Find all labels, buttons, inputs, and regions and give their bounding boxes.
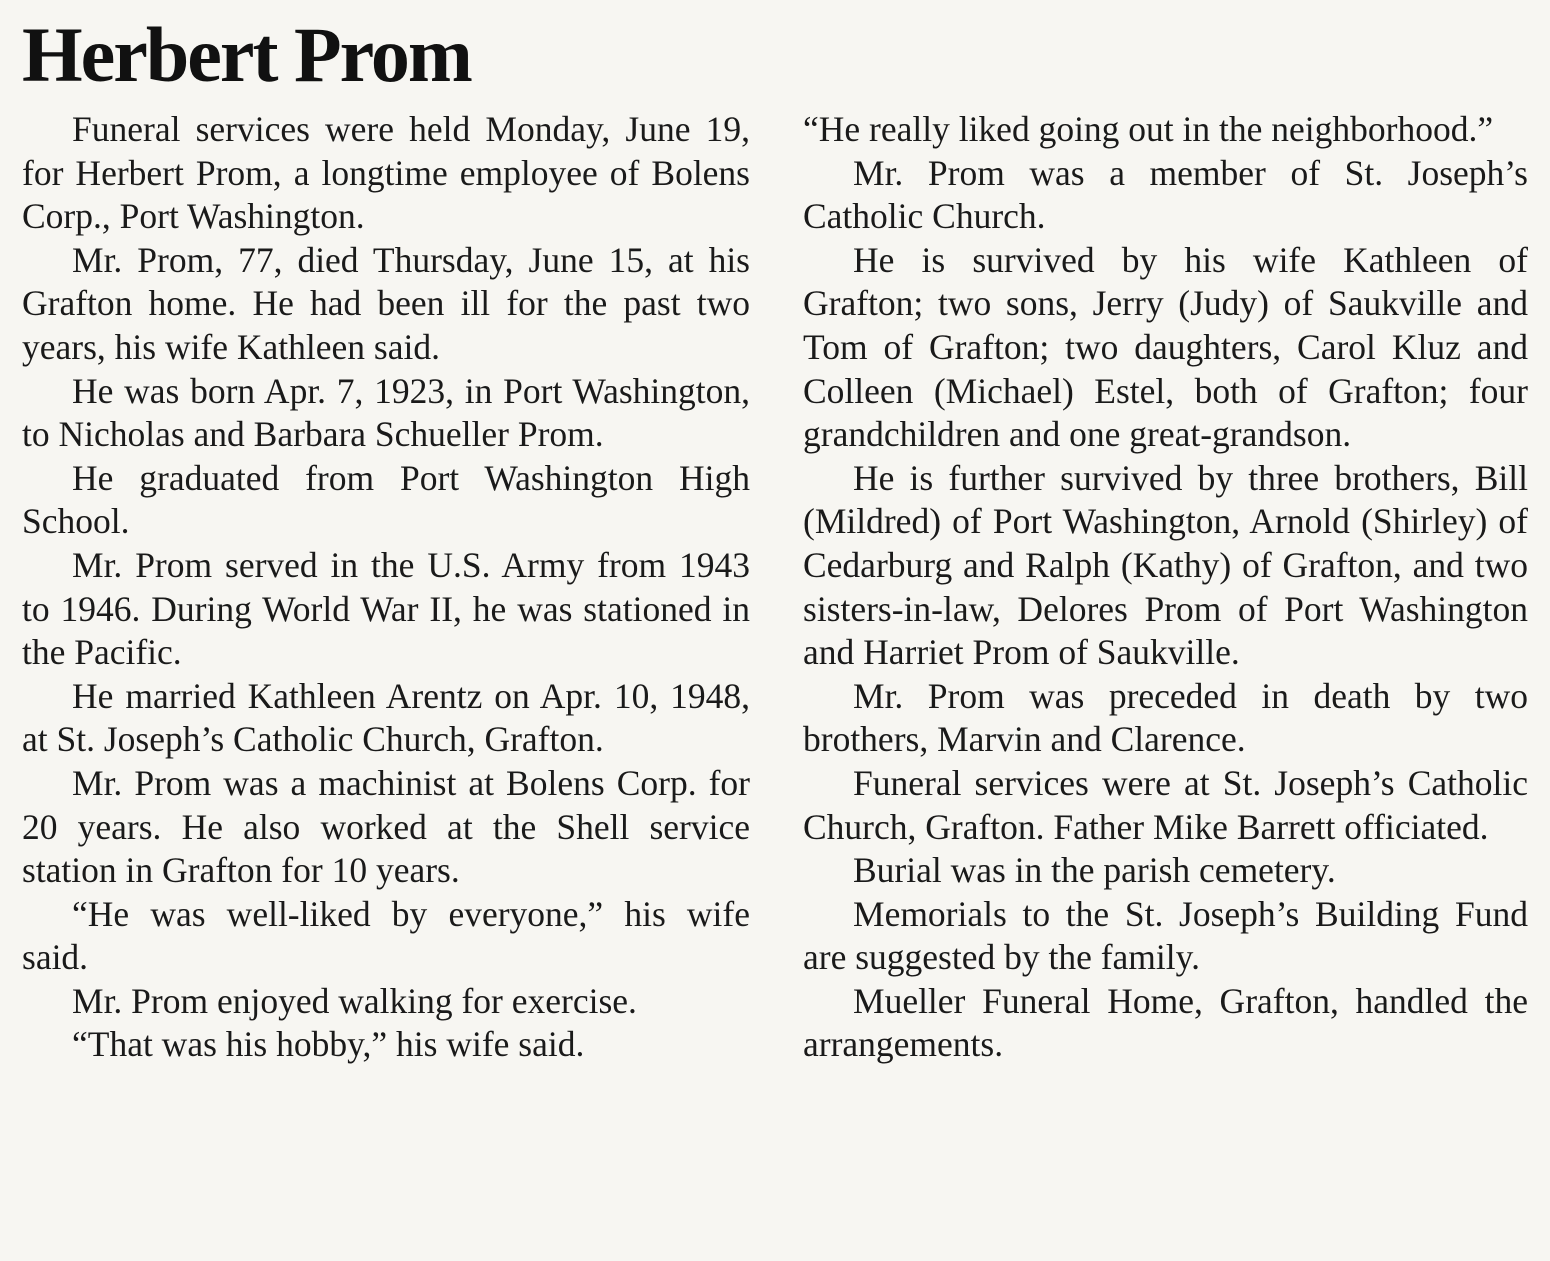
paragraph-hobby: Mr. Prom enjoyed walking for exercise. [72, 980, 637, 1021]
paragraph-memorials: Memorials to the St. Joseph’s Building Fund are suggested by the family. [803, 893, 1528, 978]
paragraph-quote-well-liked: “He was well-liked by everyone,” his wife said. [22, 893, 750, 978]
paragraph-career: Mr. Prom was a machinist at Bolens Corp. for 20 years. He also worked at the Shell service station in Grafton for 10 years. [22, 762, 750, 891]
paragraph-quote-hobby: “That was his hobby,” his wife said. [72, 1024, 585, 1065]
paragraph-quote-neighborhood: “He really liked going out in the neighborhood.” [803, 109, 1494, 149]
paragraph-survivors-extended: He is further survived by three brothers, Bill (Mildred) of Port Washington, Arnold (Shirley) of Cedarburg and Ralph (Kathy) of Grafton, and two sisters-in-law, Delores Prom of Port Washington and Harriet Prom of Saukville. [803, 457, 1528, 673]
paragraph-burial: Burial was in the parish cemetery. [853, 850, 1336, 891]
paragraph-church-membership: Mr. Prom was a member of St. Joseph’s Catholic Church. [803, 152, 1528, 237]
paragraph-education: He graduated from Port Washington High School. [22, 457, 750, 542]
paragraph-birth: He was born Apr. 7, 1923, in Port Washington, to Nicholas and Barbara Schueller Prom. [22, 370, 750, 455]
paragraph-funeral-services: Funeral services were held Monday, June 19, for Herbert Prom, a longtime employee of Bolens Corp., Port Washington. [22, 109, 750, 237]
left-column [22, 108, 750, 1067]
paragraph-death: Mr. Prom, 77, died Thursday, June 15, at his Grafton home. He had been ill for the past two years, his wife Kathleen said. [22, 239, 750, 367]
obituary-headline: Herbert Prom [22, 11, 471, 98]
paragraph-funeral-location: Funeral services were at St. Joseph’s Catholic Church, Grafton. Father Mike Barrett officiated. [803, 762, 1528, 847]
right-column [803, 108, 1528, 1067]
paragraph-marriage: He married Kathleen Arentz on Apr. 10, 1948, at St. Joseph’s Catholic Church, Grafton. [22, 675, 750, 760]
paragraph-funeral-home: Mueller Funeral Home, Grafton, handled the arrangements. [803, 980, 1528, 1065]
paragraph-military: Mr. Prom served in the U.S. Army from 1943 to 1946. During World War II, he was stationed in the Pacific. [22, 544, 750, 673]
paragraph-preceded-in-death: Mr. Prom was preceded in death by two brothers, Marvin and Clarence. [803, 675, 1528, 760]
paragraph-survivors: He is survived by his wife Kathleen of Grafton; two sons, Jerry (Judy) of Saukville and Tom of Grafton; two daughters, Carol Kluz and Colleen (Michael) Estel, both of Grafton; four grandchildren and one great-grandson. [803, 239, 1528, 455]
